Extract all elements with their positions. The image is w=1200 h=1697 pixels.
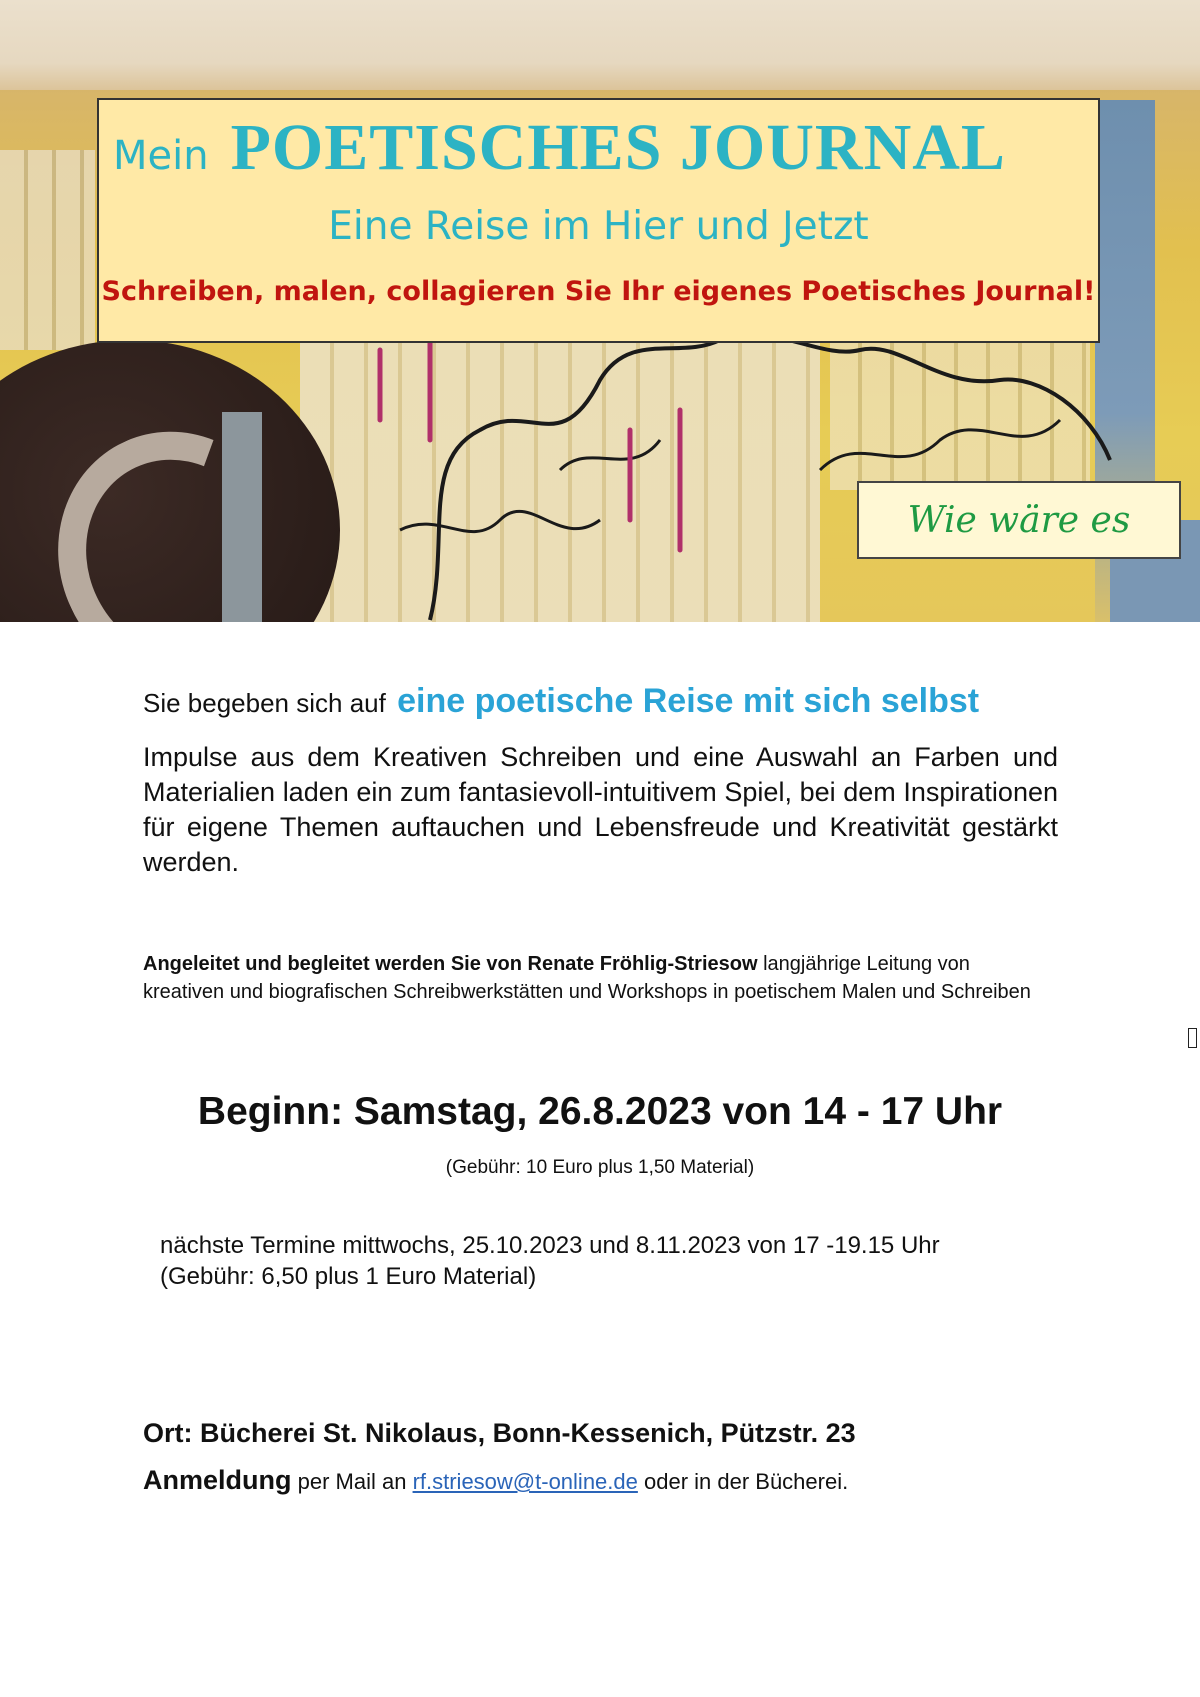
start-fee: (Gebühr: 10 Euro plus 1,50 Material) [445,1157,755,1178]
registration-suffix: oder in der Bücherei. [637,1469,849,1494]
facilitator-rest: langjährige Leitung von kreativen und biografischen Schreibwerkstätten und Workshops in poetischem Malen und Schreiben [143,953,1031,1003]
grey-letter-bar [222,412,262,622]
title-prefix: Mein [113,133,209,179]
ink-hand-drawing [300,320,1120,622]
intro-highlight: eine poetische Reise mit sich selbst [397,682,980,720]
title-banner [97,98,1100,343]
registration-line [143,1465,848,1496]
title-main: POETISCHES JOURNAL [230,111,1006,184]
placeholder-glyph-icon [1188,1028,1197,1048]
old-print-page-left [0,150,95,350]
next-dates [160,1230,1060,1292]
page-title [113,110,1006,186]
tagline: Schreiben, malen, collagieren Sie Ihr eigenes Poetisches Journal! [101,276,1096,307]
registration-prefix: per Mail an [291,1469,413,1494]
registration-label: Anmeldung [143,1465,292,1495]
page-subtitle: Eine Reise im Hier und Jetzt [328,204,869,249]
overlay-caption: Wie wäre es [857,481,1181,559]
intro-lead-in: Sie begeben sich auf [143,688,386,718]
header-collage-image [0,0,1200,622]
intro-line [143,682,979,721]
torn-paper-edge [0,0,1200,90]
location-line: Ort: Bücherei St. Nikolaus, Bonn-Kessenich, Pützstr. 23 [143,1418,856,1448]
start-date-heading: Beginn: Samstag, 26.8.2023 von 14 - 17 Uhr [197,1090,1003,1133]
next-fee-line: (Gebühr: 6,50 plus 1 Euro Material) [160,1263,537,1290]
next-dates-line: nächste Termine mittwochs, 25.10.2023 und 8.11.2023 von 17 -19.15 Uhr [160,1232,940,1259]
facilitator-paragraph [143,950,1043,1006]
facilitator-bold: Angeleitet und begleitet werden Sie von Renate Fröhlig-Striesow [143,953,758,975]
description-paragraph: Impulse aus dem Kreativen Schreiben und eine Auswahl an Farben und Materialien laden ein zum fantasievoll-intuitivem Spiel, bei dem Inspirationen für eigene Themen auftauchen und Lebensfreude und Kreativität gestärkt werden. [143,742,1058,877]
email-link[interactable]: rf.striesow@t-online.de [412,1469,638,1494]
